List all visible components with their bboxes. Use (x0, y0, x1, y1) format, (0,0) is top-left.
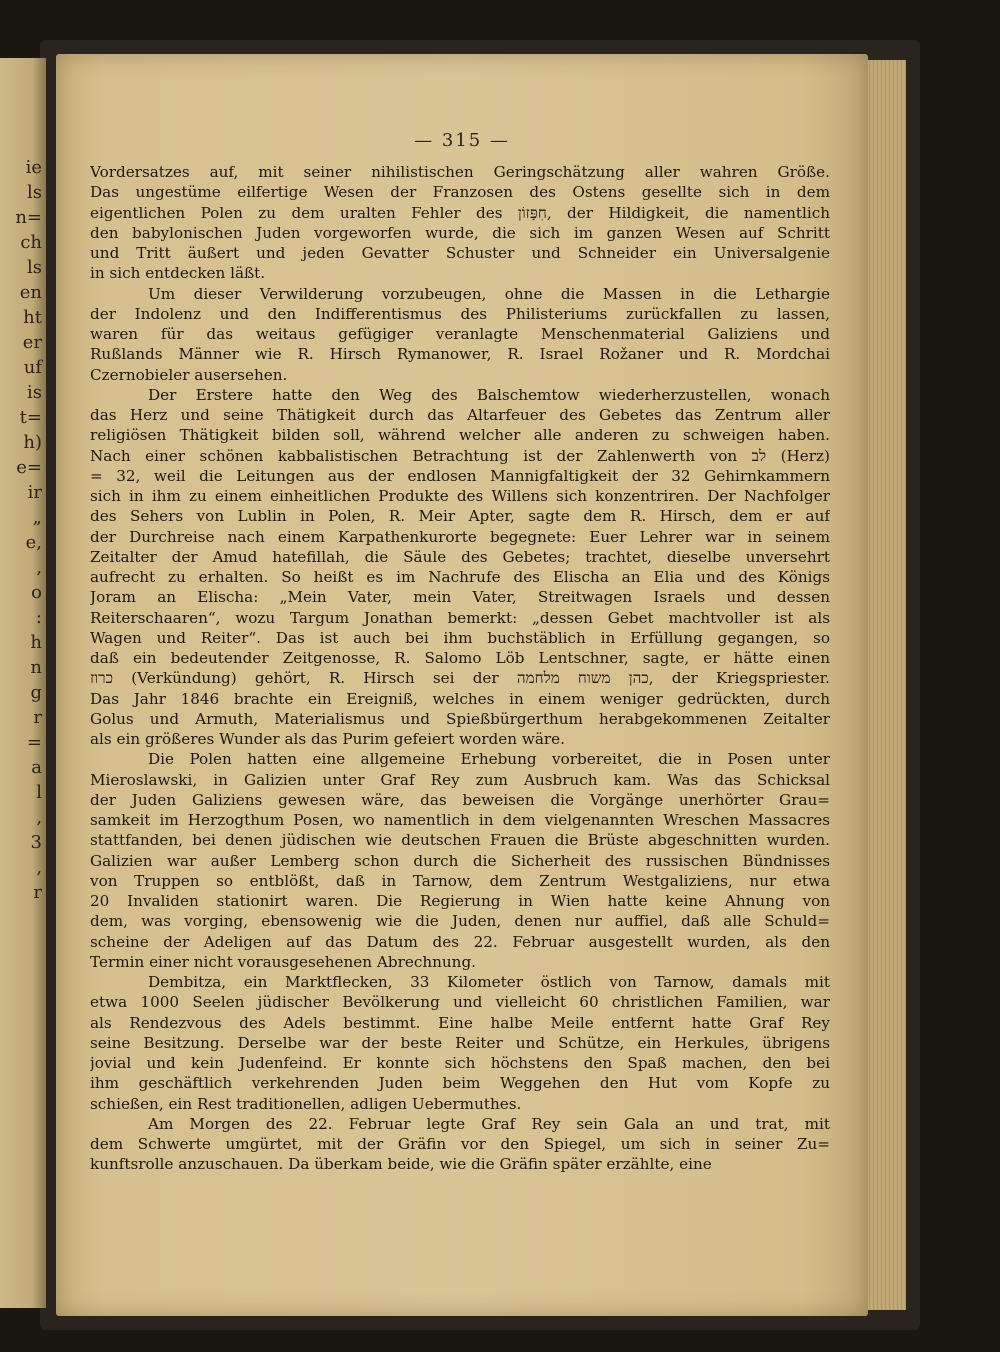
left-page-fragment: l (36, 782, 42, 803)
left-page-fragment: ls (27, 182, 42, 203)
text-line: Das ungestüme eilfertige Wesen der Franzosen des Ostens gesellte sich in dem (90, 183, 830, 202)
left-page-fragment: en (19, 282, 42, 303)
text-line: 20 Invaliden stationirt waren. Die Regierung in Wien hatte keine Ahnung von (90, 892, 830, 910)
text-line: samkeit im Herzogthum Posen, wo namentlich in dem vielgenannten Wreschen Massacres (90, 811, 830, 829)
text-line: כרוז (Verkündung) gehört, R. Hirsch sei der כהן משוח מלחמה, der Kriegspriester. (90, 669, 830, 688)
paragraph (90, 385, 830, 750)
left-page-fragment: h (30, 632, 42, 653)
text-line: dem, was vorging, ebensowenig wie die Juden, denen nur auffiel, daß alle Schuld= (90, 912, 830, 931)
left-page-fragment: n (30, 657, 42, 678)
text-line: daß ein bedeutender Zeitgenosse, R. Salomo Löb Lentschner, sagte, er hätte einen (90, 649, 830, 667)
text-line: Czernobieler ausersehen. (90, 365, 288, 384)
page-text (90, 162, 830, 1175)
paragraph (90, 1114, 830, 1175)
paragraph (90, 749, 830, 972)
text-line: Rußlands Männer wie R. Hirsch Rymanower, R. Israel Rožaner und R. Mordchai (90, 345, 830, 364)
left-page-fragment: t= (19, 407, 42, 428)
text-line: in sich entdecken läßt. (90, 264, 266, 283)
text-line: des Sehers von Lublin in Polen, R. Meir Apter, sagte dem R. Hirsch, dem er auf (90, 507, 830, 526)
text-line: Galizien war außer Lemberg schon durch die Sicherheit des russischen Bündnisses (90, 851, 830, 870)
text-line: Nach einer schönen kabbalistischen Betrachtung ist der Zahlenwerth von לב (Herz) (90, 446, 830, 465)
text-line: eigentlichen Polen zu dem uralten Fehler des חִפָּזוֹן, der Hildigkeit, die namentlich (90, 203, 830, 222)
text-line: jovial und kein Judenfeind. Er konnte sich höchstens den Spaß machen, den bei (90, 1054, 830, 1072)
left-page-fragment: „ (32, 507, 42, 528)
left-page-fragment: e= (16, 457, 42, 478)
text-line: stattfanden, bei denen jüdischen wie deutschen Frauen die Brüste abgeschnitten wurden. (90, 831, 830, 850)
paragraph (90, 284, 830, 385)
text-line: als Rendezvous des Adels bestimmt. Eine halbe Meile entfernt hatte Graf Rey (90, 1013, 830, 1032)
text-line: der Durchreise nach einem Karpathenkurorte begegnete: Euer Lehrer war in seinem (90, 527, 830, 546)
left-page-fragment: is (27, 382, 42, 403)
text-line: Wagen und Reiter“. Das ist auch bei ihm buchstäblich in Erfüllung gegangen, so (90, 628, 830, 647)
left-page-fragment: ‚ (36, 807, 42, 828)
left-facing-page (0, 58, 46, 1308)
text-line: von Truppen so entblößt, daß in Tarnow, dem Zentrum Westgaliziens, nur etwa (90, 871, 830, 890)
left-page-fragment: ie (25, 157, 42, 178)
left-page-fragment: o (31, 582, 42, 603)
text-line: Am Morgen des 22. Februar legte Graf Rey sein Gala an und trat, mit (148, 1114, 830, 1133)
left-page-fragment: e, (25, 532, 42, 553)
text-line: schießen, ein Rest traditionellen, adligen Uebermuthes. (90, 1094, 522, 1113)
text-line: Reiterschaaren“, wozu Targum Jonathan bemerkt: „dessen Gebet machtvoller ist als (90, 608, 830, 627)
left-page-fragment: a (31, 757, 42, 778)
text-line: Die Polen hatten eine allgemeine Erhebung vorbereitet, die in Posen unter (148, 750, 830, 769)
left-page-fragment: n= (15, 207, 42, 228)
text-line: der Indolenz und den Indifferentismus des Philisteriums zurückfallen zu lassen, (90, 304, 830, 323)
left-page-fragment: ‚ (36, 557, 42, 578)
text-line: Der Erstere hatte den Weg des Balschemtow wiederherzustellen, wonach (148, 385, 830, 404)
paragraph (90, 162, 830, 284)
paragraph (90, 972, 830, 1114)
text-line: sich in ihm zu einem einheitlichen Produkte des Willens sich konzentriren. Der Nachfolger (90, 487, 830, 505)
text-line: Joram an Elischa: „Mein Vater, mein Vater, Streitwagen Israels und dessen (90, 588, 830, 607)
text-line: Das Jahr 1846 brachte ein Ereigniß, welches in einem weniger gedrückten, durch (90, 689, 830, 708)
book-page (56, 54, 868, 1316)
text-line: Um dieser Verwilderung vorzubeugen, ohne die Massen in die Lethargie (148, 284, 830, 303)
left-page-fragment: ‚ (36, 857, 42, 878)
text-line: Vordersatzes auf, mit seiner nihilistischen Geringschätzung aller wahren Größe. (90, 163, 830, 181)
text-line: waren für das weitaus gefügiger veranlagte Menschenmaterial Galiziens und (90, 325, 830, 343)
text-line: = 32, weil die Leitungen aus der endlosen Mannigfaltigkeit der 32 Gehirnkammern (90, 466, 830, 485)
text-line: aufrecht zu erhalten. So heißt es im Nachrufe des Elischa an Elia und des Königs (90, 568, 830, 586)
text-line: ihm geschäftlich verkehrenden Juden beim Weggehen den Hut vom Kopfe zu (90, 1074, 830, 1093)
left-page-fragment: r (33, 707, 42, 728)
left-page-fragment: r (33, 882, 42, 903)
text-line: religiösen Thätigkeit bilden soll, während welcher alle anderen zu schweigen haben. (90, 426, 830, 445)
text-line: dem Schwerte umgürtet, mit der Gräfin vor den Spiegel, um sich in seiner Zu= (90, 1135, 830, 1153)
text-line: das Herz und seine Thätigkeit durch das Altarfeuer des Gebetes das Zentrum aller (90, 406, 830, 424)
text-line: Termin einer nicht vorausgesehenen Abrechnung. (90, 952, 476, 971)
page-edges (866, 60, 906, 1310)
page-number: — 315 — (414, 130, 510, 151)
text-line: Zeitalter der Amud hatefillah, die Säule des Gebetes; trachtet, dieselbe unversehrt (90, 547, 830, 566)
text-line: Golus und Armuth, Materialismus und Spießbürgerthum herabgekommenen Zeitalter (90, 709, 830, 728)
left-page-fragment: ls (27, 257, 42, 278)
text-line: der Juden Galiziens gewesen wäre, das beweisen die Vorgänge unerhörter Grau= (90, 790, 830, 809)
left-page-fragment: h) (23, 432, 42, 453)
text-line: kunftsrolle anzuschauen. Da überkam beide, wie die Gräfin später erzählte, eine (90, 1155, 712, 1174)
text-line: den babylonischen Juden vorgeworfen wurde, die sich im ganzen Wesen auf Schritt (90, 223, 830, 242)
text-line: Dembitza, ein Marktflecken, 33 Kilometer östlich von Tarnow, damals mit (148, 973, 830, 991)
left-page-fragment: g (30, 682, 42, 703)
text-line: Mieroslawski, in Galizien unter Graf Rey zum Ausbruch kam. Was das Schicksal (90, 770, 830, 789)
left-page-fragment: uf (23, 357, 42, 378)
left-page-fragment: ir (27, 482, 42, 503)
text-line: als ein größeres Wunder als das Purim gefeiert worden wäre. (90, 730, 565, 748)
text-line: und Tritt äußert und jeden Gevatter Schuster und Schneider ein Universalgenie (90, 244, 830, 262)
left-page-fragment: 3 (30, 832, 42, 853)
left-page-fragment: ht (23, 307, 42, 328)
left-page-fragment: : (35, 607, 42, 628)
left-page-fragment: = (26, 732, 42, 753)
left-page-fragment: er (22, 332, 42, 353)
text-line: seine Besitzung. Derselbe war der beste Reiter und Schütze, ein Herkules, übrigens (90, 1033, 830, 1052)
text-line: scheine der Adeligen auf das Datum des 22. Februar ausgestellt wurden, als den (90, 932, 830, 951)
left-page-fragment: ch (20, 232, 42, 253)
text-line: etwa 1000 Seelen jüdischer Bevölkerung und vielleicht 60 christlichen Familien, war (90, 993, 830, 1012)
